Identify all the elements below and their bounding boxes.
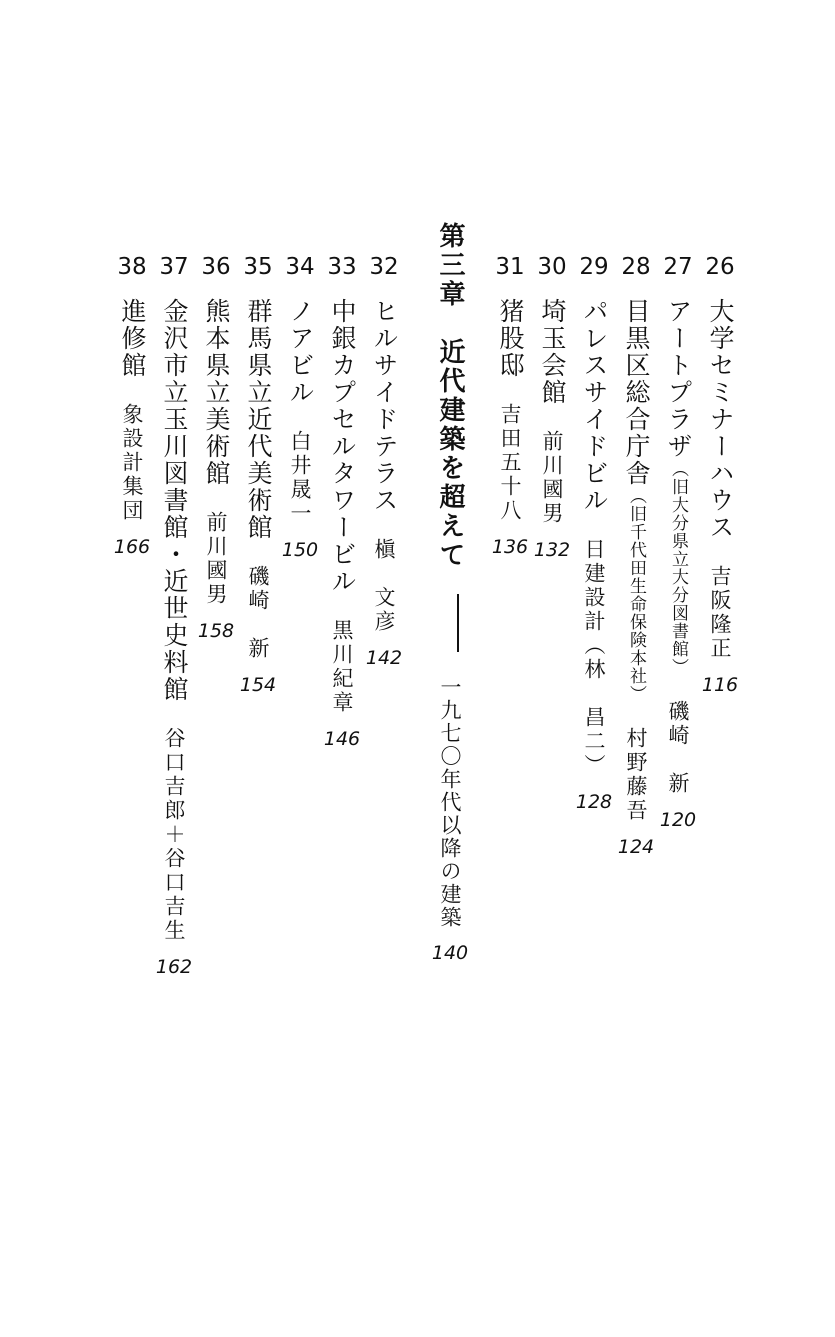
- toc-entry[interactable]: [362, 250, 406, 670]
- toc-entry[interactable]: [110, 250, 154, 559]
- entry-number: 32: [369, 254, 399, 280]
- entry-text: [117, 298, 147, 523]
- toc-entry[interactable]: [488, 250, 532, 559]
- toc-entry[interactable]: [152, 250, 196, 979]
- entry-page-number: 158: [197, 620, 235, 642]
- entry-text: [705, 298, 735, 661]
- entry-number: 33: [327, 254, 357, 280]
- entry-number: 31: [495, 254, 525, 280]
- entry-author: 黒川紀章: [330, 619, 354, 715]
- entry-author: 村野藤吾: [624, 727, 648, 823]
- entry-author: 吉阪隆正: [708, 565, 732, 661]
- entry-title: 埼玉会館: [538, 298, 567, 406]
- toc-entry[interactable]: [614, 250, 658, 859]
- entry-page-number: 116: [701, 674, 739, 696]
- entry-note: （旧大分県立大分図書館）: [668, 460, 688, 676]
- entry-title: ヒルサイドテラス: [370, 298, 399, 514]
- entry-author: 白井晟一: [288, 430, 312, 526]
- entry-author: 前川國男: [540, 430, 564, 526]
- entry-author: 槇 文彦: [372, 538, 396, 634]
- entry-title: 大学セミナーハウス: [706, 298, 735, 541]
- chapter-text: [435, 222, 465, 929]
- entry-text: [327, 298, 357, 715]
- entry-page-number: 124: [617, 836, 655, 858]
- entry-title: パレスサイドビル: [580, 298, 609, 514]
- entry-author: 谷口吉郎＋谷口吉生: [162, 727, 186, 943]
- entry-number: 28: [621, 254, 651, 280]
- entry-author: 磯崎 新: [666, 700, 690, 796]
- entry-number: 26: [705, 254, 735, 280]
- entry-text: [621, 298, 651, 823]
- entry-number: 29: [579, 254, 609, 280]
- entry-page-number: 136: [491, 536, 529, 558]
- toc-entry[interactable]: [320, 250, 364, 751]
- chapter-heading[interactable]: [425, 222, 475, 965]
- dash-divider: [457, 594, 459, 652]
- entry-page-number: 150: [281, 539, 319, 561]
- entry-title: 群馬県立近代美術館: [244, 298, 273, 541]
- entry-number: 37: [159, 254, 189, 280]
- entry-number: 30: [537, 254, 567, 280]
- entry-number: 27: [663, 254, 693, 280]
- entry-number: 34: [285, 254, 315, 280]
- toc-entry[interactable]: [698, 250, 742, 697]
- entry-page-number: 120: [659, 809, 697, 831]
- entry-title: 進修館: [118, 298, 147, 379]
- entry-title: 目黒区総合庁舎: [622, 298, 651, 487]
- toc-entry[interactable]: [278, 250, 322, 562]
- entry-text: [663, 298, 693, 796]
- entry-author: 象設計集団: [120, 403, 144, 523]
- toc-entry[interactable]: [236, 250, 280, 697]
- entry-title: 中銀カプセルタワービル: [328, 298, 357, 595]
- toc-entry[interactable]: [656, 250, 700, 832]
- entry-number: 35: [243, 254, 273, 280]
- entry-text: [285, 298, 315, 526]
- chapter-subtitle: 一九七〇年代以降の建築: [438, 676, 462, 929]
- entry-author: 前川國男: [204, 511, 228, 607]
- entry-number: 38: [117, 254, 147, 280]
- toc-entry[interactable]: [194, 250, 238, 643]
- entry-text: [579, 298, 609, 778]
- entry-author: 磯崎 新: [246, 565, 270, 661]
- entry-text: [495, 298, 525, 523]
- entry-note: （旧千代田生命保険本社）: [626, 487, 646, 703]
- entry-page-number: 142: [365, 647, 403, 669]
- entry-page-number: 166: [113, 536, 151, 558]
- entry-title: ノアビル: [286, 298, 315, 406]
- entry-number: 36: [201, 254, 231, 280]
- toc-entry[interactable]: [530, 250, 574, 562]
- toc-entry[interactable]: [572, 250, 616, 814]
- chapter-title: 第三章 近代建築を超えて: [435, 222, 465, 570]
- entry-title: 金沢市立玉川図書館・近世史料館: [160, 298, 189, 703]
- entry-title: アートプラザ: [664, 298, 693, 460]
- entry-page-number: 162: [155, 956, 193, 978]
- entry-text: [159, 298, 189, 943]
- entry-text: [369, 298, 399, 634]
- entry-page-number: 154: [239, 674, 277, 696]
- entry-author: 日建設計（林 昌二）: [582, 538, 606, 778]
- entry-text: [537, 298, 567, 526]
- entry-page-number: 146: [323, 728, 361, 750]
- entry-title: 熊本県立美術館: [202, 298, 231, 487]
- entry-text: [201, 298, 231, 607]
- entry-title: 猪股邸: [496, 298, 525, 379]
- entry-page-number: 128: [575, 791, 613, 813]
- entry-author: 吉田五十八: [498, 403, 522, 523]
- entry-text: [243, 298, 273, 661]
- entry-page-number: 132: [533, 539, 571, 561]
- chapter-page-number: 140: [431, 942, 469, 964]
